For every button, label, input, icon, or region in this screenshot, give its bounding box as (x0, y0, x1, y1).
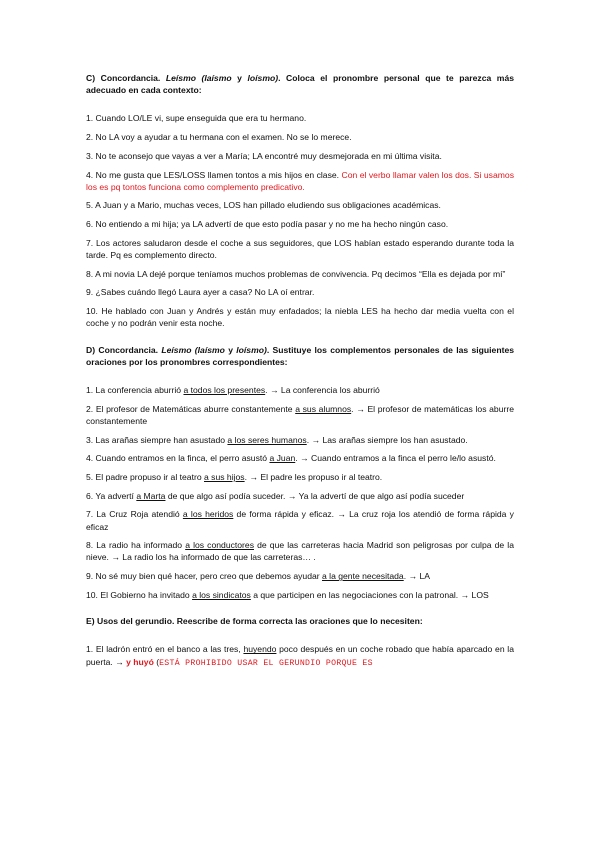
c-item-10: 10. He hablado con Juan y Andrés y están muy enfadados; la niebla LES ha hecho dar media vuelta con el coche y no podrán venir esta noche. (86, 306, 514, 329)
d-item-6: 6. Ya advertí a Marta de que algo así podía suceder. → Ya la advertí de que algo así podía suceder (86, 490, 465, 501)
c-item-2: 2. No LA voy a ayudar a tu hermana con el examen. No se lo merece. (86, 132, 352, 143)
c-item-7: 7. Los actores saludaron desde el coche a sus seguidores, que LOS habían estado esperando durante toda la tarde. Pq es complemento directo. (86, 237, 514, 261)
c-item-9: 9. ¿Sabes cuándo llegó Laura ayer a casa? No LA oí entrar. (86, 287, 315, 298)
section-c-list (86, 112, 514, 329)
d-item-1: 1. La conferencia aburrió a todos los presentes. → La conferencia los aburrió (86, 384, 380, 395)
document-page (86, 72, 514, 676)
d-item-8: 8. La radio ha informado a los conductores de que las carreteras hacia Madrid son peligrosas por culpa de la nieve. → La radio los ha informado de que las carreteras… . (86, 540, 514, 563)
c-item-4: 4. No me gusta que LES/LOSS llamen tontos a mis hijos en clase. Con el verbo llamar valen los dos. Si usamos los es pq tontos funciona como complemento predicativo. (86, 169, 514, 192)
e-item-1: 1. El ladrón entró en el banco a las tres, huyendo poco después en un coche robado que había aparcado en la puerta. → y huyó (ESTÁ PROHIBIDO USAR EL GERUNDIO PORQUE ES (86, 644, 514, 668)
d-item-3: 3. Las arañas siempre han asustado a los seres humanos. → Las arañas siempre los han asustado. (86, 434, 468, 445)
c-item-3: 3. No te aconsejo que vayas a ver a María; LA encontré muy desmejorada en mi última visita. (86, 150, 442, 161)
section-e-heading: E) Usos del gerundio. Reescribe de forma correcta las oraciones que lo necesiten: (86, 616, 423, 627)
c-item-1: 1. Cuando LO/LE vi, supe enseguida que era tu hermano. (86, 113, 307, 124)
d-item-9: 9. No sé muy bien qué hacer, pero creo que debemos ayudar a la gente necesitada. → LA (86, 571, 430, 582)
d-item-10: 10. El Gobierno ha invitado a los sindicatos a que participen en las negociaciones con la patronal. → LOS (86, 589, 489, 600)
d-item-5: 5. El padre propuso ir al teatro a sus hijos. → El padre les propuso ir al teatro. (86, 471, 383, 482)
d-item-7: 7. La Cruz Roja atendió a los heridos de forma rápida y eficaz. → La cruz roja los atendió de forma rápida y eficaz (86, 509, 514, 532)
c-item-8: 8. A mi novia LA dejé porque teníamos muchos problemas de convivencia. Pq decimos “Ella es dejada por mí” (86, 268, 506, 279)
c-item-6: 6. No entiendo a mi hija; ya LA advertí de que esto podía pasar y no me ha hecho ningún caso. (86, 219, 449, 230)
c-item-4-note: Con el verbo llamar valen los dos. Si usamos los es pq tontos funciona como complemento predicativo. (86, 169, 514, 192)
d-item-2: 2. El profesor de Matemáticas aburre constantemente a sus alumnos. → El profesor de matemáticas los aburre constantemente (86, 403, 514, 426)
d-item-4: 4. Cuando entramos en la finca, el perro asustó a Juan. → Cuando entramos a la finca el perro le/lo asustó. (86, 453, 496, 464)
section-d-heading: D) Concordancia. Leísmo (laísmo y loísmo). Sustituye los complementos personales de las siguientes oraciones por los pronombres correspondientes: (86, 344, 514, 367)
c-item-5: 5. A Juan y a Mario, muchas veces, LOS han pillado eludiendo sus obligaciones académicas. (86, 200, 441, 211)
section-c-heading: C) Concordancia. Leísmo (laísmo y loísmo). Coloca el pronombre personal que te parezca más adecuado en cada contexto: (86, 73, 515, 96)
section-d-list (86, 384, 514, 601)
